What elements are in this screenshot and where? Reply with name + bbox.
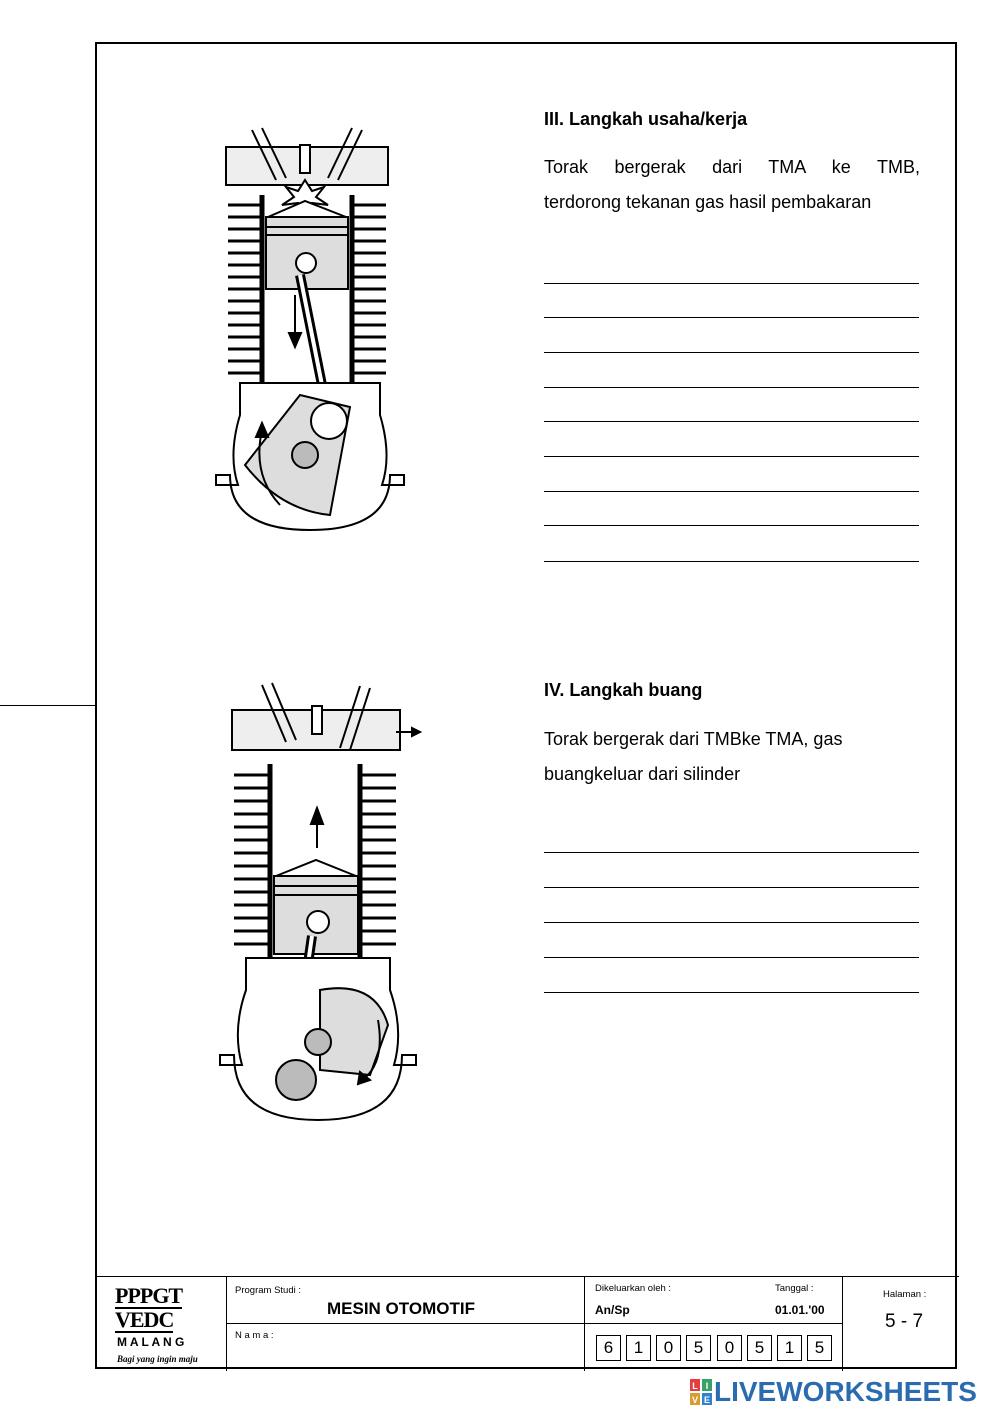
answer-line[interactable] <box>544 852 919 853</box>
name-cell <box>227 1324 585 1371</box>
liveworksheets-wordmark: LIVEWORKSHEETS <box>714 1376 977 1407</box>
name-label: N a m a : <box>235 1330 274 1341</box>
text-line: Torak bergerak dari TMA ke TMB, <box>544 157 920 177</box>
logo-cell <box>97 1277 227 1371</box>
page-cell <box>843 1277 959 1371</box>
code-digit: 0 <box>717 1335 742 1361</box>
text-line: Torak bergerak dari TMBke TMA, gas <box>544 729 843 749</box>
answer-line[interactable] <box>544 421 919 422</box>
page-value: 5 - 7 <box>885 1311 924 1332</box>
answer-line[interactable] <box>544 957 919 958</box>
answer-line[interactable] <box>544 561 919 562</box>
issued-label: Dikeluarkan oleh : <box>595 1283 672 1294</box>
answer-line[interactable] <box>544 352 919 353</box>
code-digit: 0 <box>656 1335 681 1361</box>
icon-letter: E <box>703 1395 711 1405</box>
answer-line[interactable] <box>544 283 919 284</box>
code-digit: 5 <box>747 1335 772 1361</box>
date-value: 01.01.'00 <box>775 1303 825 1317</box>
code-digit: 6 <box>596 1335 621 1361</box>
icon-letter: I <box>705 1381 709 1391</box>
code-digit: 1 <box>626 1335 651 1361</box>
text-line: terdorong tekanan gas hasil pembakaran <box>544 192 872 212</box>
section-title-usaha: III. Langkah usaha/kerja <box>544 109 748 129</box>
issued-value: An/Sp <box>595 1303 630 1317</box>
answer-line[interactable] <box>544 491 919 492</box>
program-cell <box>227 1277 585 1324</box>
answer-line[interactable] <box>544 317 919 318</box>
section-text-usaha <box>544 150 920 220</box>
logo-city: M A L A N G <box>117 1335 185 1349</box>
icon-letter: V <box>691 1395 699 1405</box>
logo-line2: VEDC <box>115 1307 174 1332</box>
answer-line[interactable] <box>544 525 919 526</box>
date-label: Tanggal : <box>775 1283 814 1294</box>
logo-motto: Bagi yang ingin maju <box>117 1354 198 1364</box>
answer-line[interactable] <box>544 456 919 457</box>
program-label: Program Studi : <box>235 1285 301 1296</box>
answer-line[interactable] <box>544 887 919 888</box>
code-digit: 5 <box>686 1335 711 1361</box>
engine-power-stroke-illustration <box>200 125 420 545</box>
code-digit: 1 <box>777 1335 802 1361</box>
text-line: buangkeluar dari silinder <box>544 764 741 784</box>
code-cell <box>585 1324 843 1371</box>
section-title-buang: IV. Langkah buang <box>544 680 703 700</box>
code-digit: 5 <box>807 1335 832 1361</box>
answer-line[interactable] <box>544 922 919 923</box>
icon-letter: L <box>692 1381 698 1391</box>
page-label: Halaman : <box>883 1289 927 1300</box>
liveworksheets-icon <box>690 1379 712 1405</box>
liveworksheets-logo <box>690 1375 990 1409</box>
issued-cell <box>585 1277 843 1324</box>
logo-line1: PPPGT <box>115 1283 183 1308</box>
answer-line[interactable] <box>544 992 919 993</box>
margin-tick <box>0 705 95 706</box>
answer-line[interactable] <box>544 387 919 388</box>
section-text-buang <box>544 722 920 792</box>
program-value: MESIN OTOMOTIF <box>327 1299 475 1318</box>
engine-exhaust-stroke-illustration <box>200 680 440 1130</box>
